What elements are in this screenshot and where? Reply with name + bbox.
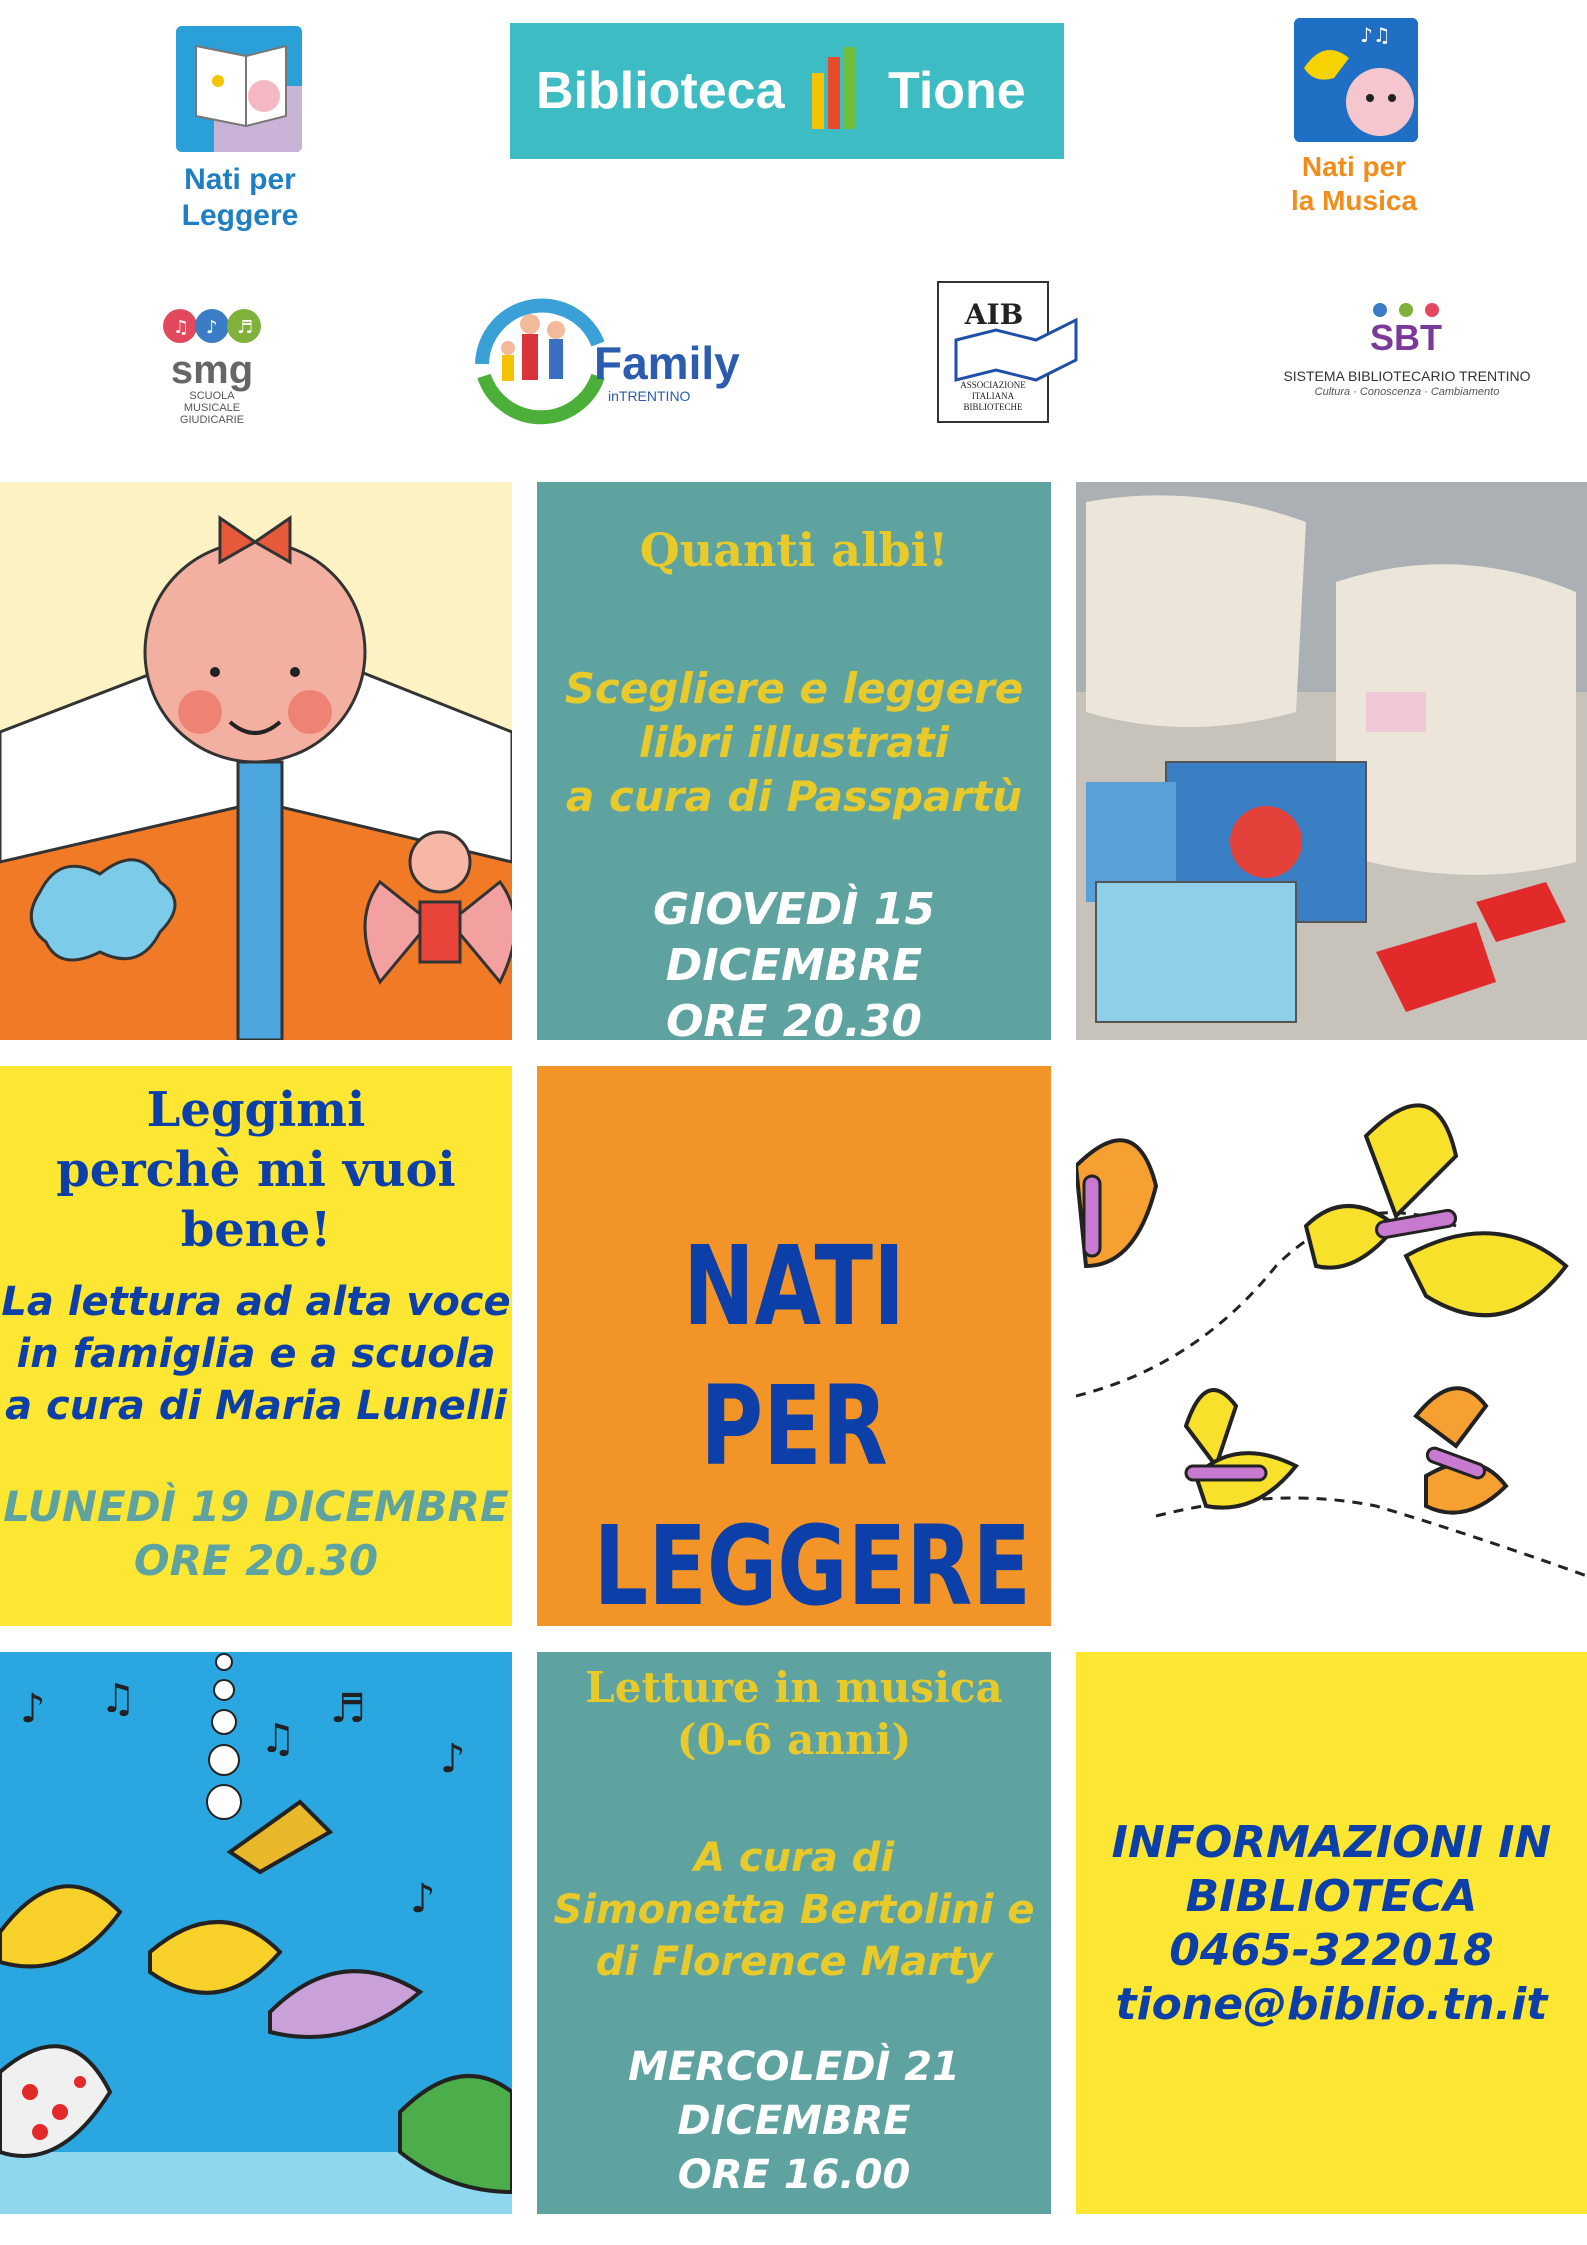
svg-text:♫: ♫ bbox=[100, 1676, 136, 1722]
info-email: tione@biblio.tn.it bbox=[1115, 1979, 1548, 2030]
sbt-logo bbox=[1280, 302, 1534, 402]
family-icon bbox=[470, 284, 610, 426]
reading-child-illustration bbox=[0, 482, 512, 1040]
instruments-icon bbox=[160, 306, 264, 346]
biblioteca-label: Biblioteca bbox=[536, 62, 785, 120]
info-phone: 0465-322018 bbox=[1169, 1925, 1494, 1976]
info-tile bbox=[1076, 1652, 1587, 2214]
event-title: Leggimi perchè mi vuoi bene! bbox=[56, 1082, 456, 1258]
smg-subtitle: SCUOLA MUSICALE GIUDICARIE bbox=[179, 390, 245, 426]
nati-per-leggere-logo bbox=[176, 26, 302, 152]
nati-per-leggere-label: Nati per Leggere bbox=[181, 163, 299, 232]
svg-text:♬: ♬ bbox=[330, 1686, 366, 1732]
nati-per-la-musica-logo bbox=[1294, 18, 1418, 142]
event-title: Letture in musica (0-6 anni) bbox=[585, 1663, 1003, 1764]
aib-logo bbox=[936, 280, 1082, 426]
event-letture-in-musica bbox=[537, 1652, 1051, 2214]
sbt-dots-icon bbox=[1364, 302, 1454, 354]
smg-title: smg bbox=[170, 348, 254, 392]
event-datetime: GIOVEDÌ 15 DICEMBRE ORE 20.30 bbox=[653, 884, 935, 1040]
svg-text:♪: ♪ bbox=[206, 317, 218, 338]
family-title: Family bbox=[594, 337, 740, 389]
aib-title: AIB bbox=[964, 298, 1024, 331]
books-icon bbox=[810, 43, 870, 133]
event-description: Scegliere e leggere libri illustrati a cura di Passpartù bbox=[564, 664, 1024, 821]
event-description: La lettura ad alta voce in famiglia e a scuola a cura di Maria Lunelli bbox=[1, 1279, 511, 1429]
event-quanti-albi bbox=[537, 482, 1051, 1040]
family-subtitle: inTRENTINO bbox=[608, 388, 691, 404]
sbt-subtitle: SISTEMA BIBLIOTECARIO TRENTINO bbox=[1283, 368, 1531, 384]
event-datetime: LUNEDÌ 19 DICEMBRE ORE 20.30 bbox=[3, 1482, 509, 1585]
smg-logo bbox=[160, 306, 264, 426]
fabric-books-photo bbox=[1076, 482, 1587, 1040]
svg-text:♪: ♪ bbox=[410, 1876, 436, 1922]
event-leggimi bbox=[0, 1066, 512, 1626]
fish-music-illustration bbox=[0, 1652, 512, 2214]
nati-per-la-musica-label: Nati per la Musica bbox=[1290, 151, 1418, 216]
svg-text:♫: ♫ bbox=[260, 1716, 296, 1762]
event-datetime: MERCOLEDÌ 21 DICEMBRE ORE 16.00 bbox=[628, 2044, 960, 2198]
main-title: NATI PER LEGGERE bbox=[593, 1222, 1031, 1626]
svg-text:♫: ♫ bbox=[173, 317, 190, 338]
svg-text:♪: ♪ bbox=[20, 1686, 46, 1732]
main-title-tile bbox=[537, 1066, 1051, 1626]
svg-text:♬: ♬ bbox=[237, 317, 254, 338]
svg-text:SBT: SBT bbox=[1370, 317, 1442, 354]
event-description: A cura di Simonetta Bertolini e di Florence Marty bbox=[553, 1835, 1035, 1985]
sbt-tagline: Cultura · Conoscenza · Cambiamento bbox=[1314, 386, 1500, 398]
svg-text:♪: ♪ bbox=[440, 1736, 466, 1782]
family-in-trentino-logo bbox=[470, 284, 760, 426]
tione-label: Tione bbox=[888, 62, 1026, 120]
event-title: Quanti albi! bbox=[639, 523, 949, 577]
info-heading-2: BIBLIOTECA bbox=[1185, 1871, 1478, 1922]
butterflies-illustration bbox=[1076, 1066, 1587, 1626]
svg-text:♪♫: ♪♫ bbox=[1360, 23, 1391, 47]
aib-subtitle: ASSOCIAZIONE ITALIANA BIBLIOTECHE bbox=[960, 380, 1026, 412]
biblioteca-tione-logo bbox=[510, 23, 1064, 159]
info-text bbox=[1076, 1816, 1587, 2032]
info-heading: INFORMAZIONI IN bbox=[1111, 1817, 1552, 1868]
